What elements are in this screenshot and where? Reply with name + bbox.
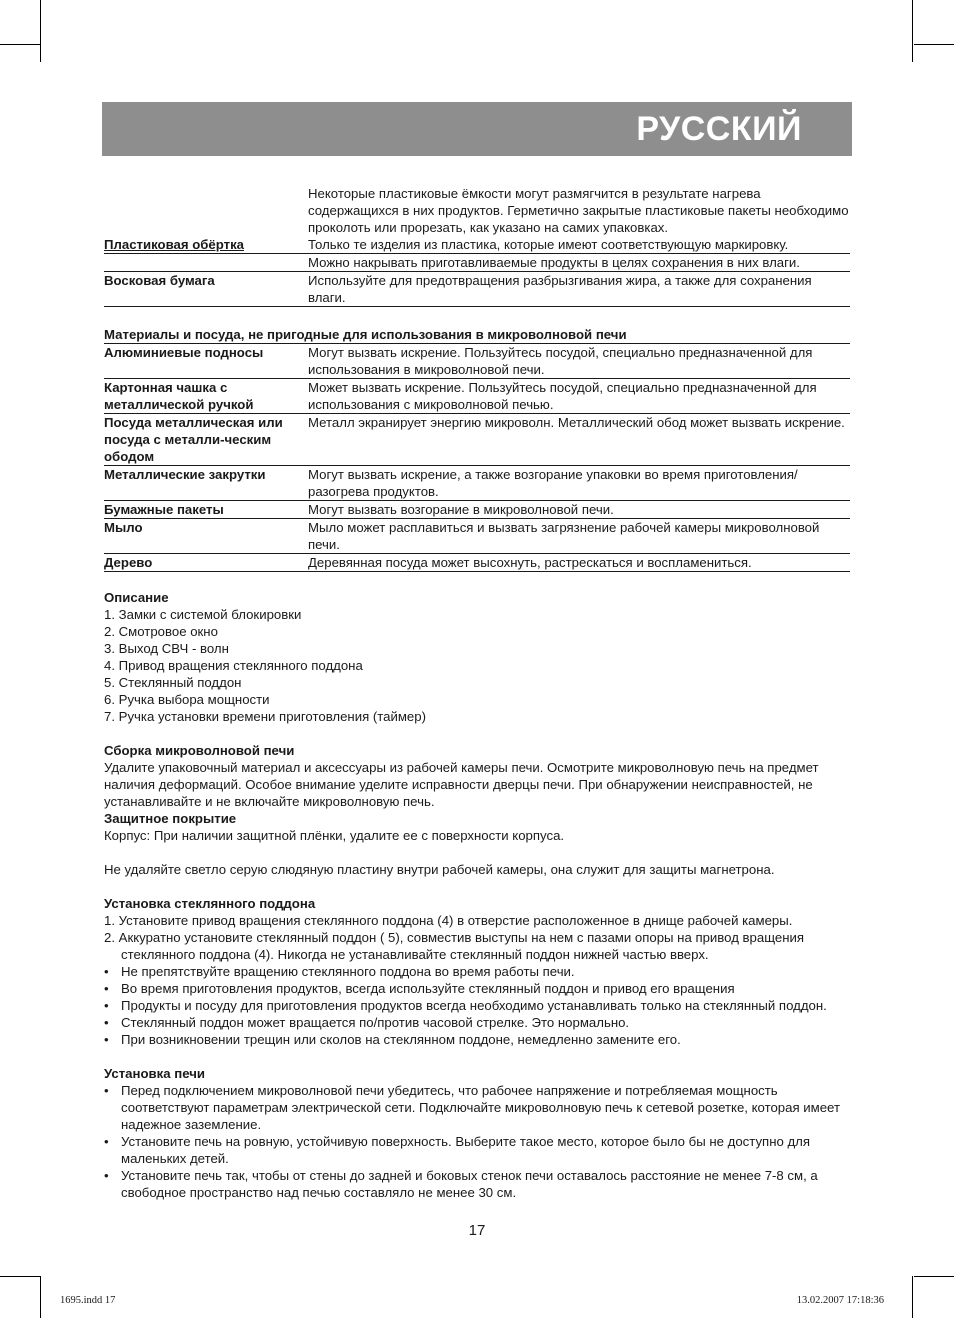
bullet-icon: • — [104, 1032, 109, 1047]
crop-mark — [0, 1276, 40, 1277]
bullet-text: Перед подключением микроволновой печи убедитесь, что рабочее напряжение и потребляемая мощность соответствуют параметрам электрической сети. Подключайте микроволновую печь к сетевой розетке, которая имеет надежное заземление. — [121, 1083, 840, 1132]
crop-mark — [0, 44, 40, 45]
list-item — [104, 1031, 850, 1048]
table-row — [104, 501, 850, 519]
bullet-icon: • — [104, 1015, 109, 1030]
material-label: Бумажные пакеты — [104, 501, 308, 519]
table-row — [104, 379, 850, 414]
bullet-text: Не препятствуйте вращению стеклянного поддона во время работы печи. — [121, 964, 575, 979]
material-label: Картонная чашка с металлической ручкой — [104, 379, 308, 414]
list-item: 2. Смотровое окно — [104, 624, 218, 639]
bullet-icon: • — [104, 1083, 109, 1098]
glass-tray-title: Установка стеклянного поддона — [104, 896, 316, 911]
crop-mark — [40, 1276, 41, 1318]
list-item: 4. Привод вращения стеклянного поддона — [104, 658, 363, 673]
material-text: Можно накрывать приготавливаемые продукты в целях сохранения в них влаги. — [308, 254, 850, 272]
description-title: Описание — [104, 590, 169, 605]
table-row — [104, 236, 850, 254]
material-text: Металл экранирует энергию микроволн. Металлический обод может вызвать искрение. — [308, 414, 850, 466]
bullet-text: Установите печь на ровную, устойчивую поверхность. Выберите такое место, которое было бы не доступно для маленьких детей. — [121, 1134, 811, 1166]
bullet-icon: • — [104, 1168, 109, 1183]
bullet-text: Продукты и посуду для приготовления продуктов всегда необходимо устанавливать только на стеклянный поддон. — [121, 998, 827, 1013]
material-text: Некоторые пластиковые ёмкости могут размягчится в результате нагрева содержащихся в них продуктов. Герметично закрытые пластиковые пакеты необходимо проколоть или прорезать, как указано на самих упаковках. — [308, 186, 849, 235]
protective-title: Защитное покрытие — [104, 811, 237, 826]
list-item: 2. Аккуратно установите стеклянный поддон ( 5), совместив выступы на нем с пазами опоры на привод вращения стеклянного поддона (4). Никогда не устанавливайте стеклянный поддон нижней частью вверх. — [104, 930, 805, 962]
list-item: 6. Ручка выбора мощности — [104, 692, 270, 707]
table-row — [104, 185, 850, 236]
crop-mark — [40, 0, 41, 62]
crop-mark — [914, 1276, 954, 1277]
material-text: Может вызвать искрение. Пользуйтесь посудой, специально предназначенной для использования с микроволновой печью. — [308, 379, 850, 414]
list-item: 1. Замки с системой блокировки — [104, 607, 302, 622]
material-label: Пластиковая обёртка — [104, 236, 308, 254]
bullet-text: Установите печь так, чтобы от стены до задней и боковых стенок печи оставалось расстояние не менее 7-8 см, а свободное пространство над печью составляло не менее 30 см. — [121, 1168, 818, 1200]
material-text: Могут вызвать возгорание в микроволновой печи. — [308, 501, 850, 519]
table-row — [104, 272, 850, 307]
page-number: 17 — [468, 1222, 486, 1239]
list-item: 7. Ручка установки времени приготовления (таймер) — [104, 709, 426, 724]
bullet-text: Стеклянный поддон может вращается по/против часовой стрелке. Это нормально. — [121, 1015, 630, 1030]
list-item — [104, 1167, 850, 1201]
material-text: Деревянная посуда может высохнуть, растрескаться и воспламениться. — [308, 554, 850, 572]
material-label: Алюминиевые подносы — [104, 344, 308, 379]
bullet-text: Во время приготовления продуктов, всегда используйте стеклянный поддон и привод его вращения — [121, 981, 735, 996]
language-title: РУССКИЙ — [636, 110, 802, 148]
language-header-band — [102, 102, 852, 156]
suitable-materials-table — [104, 185, 850, 307]
material-label: Восковая бумага — [104, 272, 308, 307]
table-row — [104, 519, 850, 554]
installation-title: Установка печи — [104, 1066, 205, 1081]
material-label: Металлические закрутки — [104, 466, 308, 501]
material-label: Посуда металлическая или посуда с металли-ческим ободом — [104, 414, 308, 466]
list-item — [104, 980, 850, 997]
list-item — [104, 963, 850, 980]
unsuitable-materials-title: Материалы и посуда, не пригодные для использования в микроволновой печи — [104, 326, 850, 344]
material-text: Используйте для предотвращения разбрызгивания жира, а также для сохранения влаги. — [308, 272, 850, 307]
list-item — [104, 1014, 850, 1031]
bullet-icon: • — [104, 1134, 109, 1149]
assembly-title: Сборка микроволновой печи — [104, 743, 295, 758]
table-row — [104, 414, 850, 466]
protective-note: Не удаляйте светло серую слюдяную пластину внутри рабочей камеры, она служит для защиты магнетрона. — [104, 862, 775, 877]
protective-text: Корпус: При наличии защитной плёнки, удалите ее с поверхности корпуса. — [104, 828, 565, 843]
material-label: Дерево — [104, 554, 308, 572]
material-label: Мыло — [104, 519, 308, 554]
list-item: 5. Стеклянный поддон — [104, 675, 242, 690]
material-text: Только те изделия из пластика, которые имеют соответствующую маркировку. — [308, 236, 850, 254]
material-label — [104, 185, 308, 236]
unsuitable-materials-table — [104, 344, 850, 572]
list-item — [104, 1082, 850, 1133]
material-text: Мыло может расплавиться и вызвать загрязнение рабочей камеры микроволновой печи. — [308, 519, 850, 554]
crop-mark — [912, 0, 913, 62]
material-text: Могут вызвать искрение. Пользуйтесь посудой, специально предназначенной для использования в микроволновой печи. — [308, 344, 850, 379]
description-list — [104, 606, 850, 725]
page-content — [104, 185, 850, 1201]
bullet-icon: • — [104, 964, 109, 979]
bullet-text: При возникновении трещин или сколов на стеклянном поддоне, немедленно замените его. — [121, 1032, 681, 1047]
list-item — [104, 997, 850, 1014]
material-text: Могут вызвать искрение, а также возгорание упаковки во время приготовления/ разогрева продуктов. — [308, 466, 850, 501]
table-row — [104, 254, 850, 272]
list-item: 3. Выход СВЧ - волн — [104, 641, 229, 656]
crop-mark — [914, 44, 954, 45]
bullet-icon: • — [104, 998, 109, 1013]
file-slug: 1695.indd 17 — [60, 1295, 116, 1306]
table-row — [104, 554, 850, 572]
crop-mark — [912, 1276, 913, 1318]
material-label — [104, 254, 308, 272]
list-item — [104, 1133, 850, 1167]
table-row — [104, 344, 850, 379]
table-row — [104, 466, 850, 501]
bullet-icon: • — [104, 981, 109, 996]
list-item: 1. Установите привод вращения стеклянного поддона (4) в отверстие расположенное в днище рабочей камеры. — [104, 913, 793, 928]
assembly-text: Удалите упаковочный материал и аксессуары из рабочей камеры печи. Осмотрите микроволновую печь на предмет наличия деформаций. Особое внимание уделите исправности дверцы печи. При обнаружении неисправностей, не устанавливайте и не включайте микроволновую печь. — [104, 760, 819, 809]
timestamp-slug: 13.02.2007 17:18:36 — [796, 1295, 884, 1306]
